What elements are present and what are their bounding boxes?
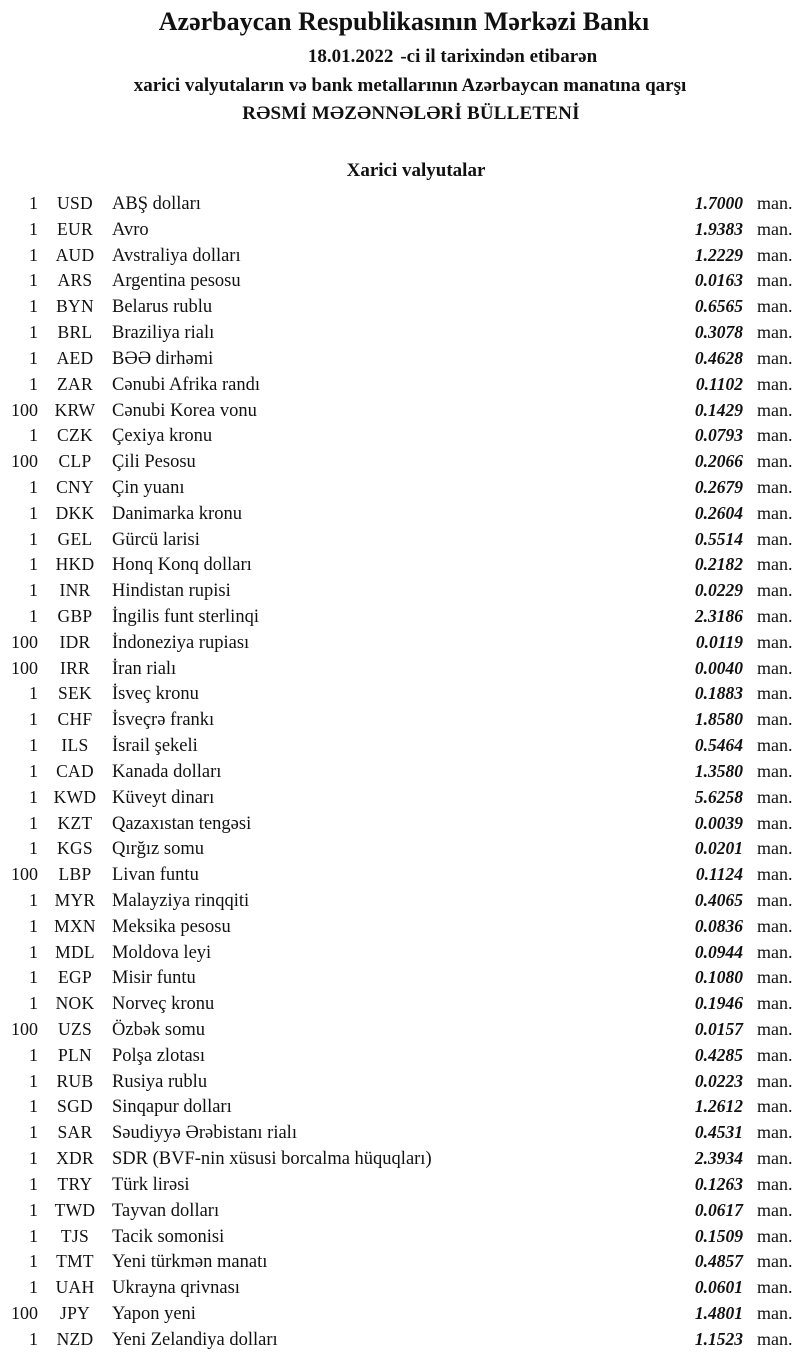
currency-code: KWD [53,786,97,807]
currency-rate: 1.9383 [694,218,743,239]
currency-quantity: 1 [29,1199,38,1220]
currency-unit-label: man. [757,425,793,446]
currency-unit-label: man. [757,657,793,678]
currency-rate: 0.4065 [694,889,743,910]
currency-name: İngilis funt sterlinqi [112,607,259,627]
currency-quantity: 1 [29,1173,38,1194]
currency-name: Qazaxıstan tengəsi [112,813,252,834]
currency-name: Qırğız somu [112,839,204,860]
currency-name: Yeni türkmən manatı [112,1252,268,1273]
currency-quantity: 1 [29,993,38,1014]
currency-code: MDL [55,941,95,962]
currency-code: AED [56,347,94,368]
currency-rate: 1.7000 [694,193,743,213]
currency-code: CAD [56,760,94,781]
currency-unit-label: man. [757,993,793,1014]
currency-row [0,294,800,320]
currency-code: TRY [57,1173,93,1194]
currency-name: Özbək somu [112,1020,205,1040]
currency-row [0,1043,800,1069]
currency-code: BYN [56,296,94,317]
currency-row [0,578,800,604]
currency-rate: 0.4285 [694,1044,743,1065]
currency-rates-table [0,191,800,1353]
currency-name: Argentina pesosu [112,271,241,292]
currency-unit-label: man. [757,373,793,394]
currency-quantity: 1 [29,1070,38,1091]
currency-unit-label: man. [757,709,793,730]
currency-unit-label: man. [757,554,793,575]
currency-name: Küveyt dinarı [112,787,215,808]
currency-quantity: 1 [29,373,38,394]
currency-rate: 0.0836 [694,915,743,936]
currency-code: DKK [55,502,95,523]
currency-name: Honq Konq dolları [112,555,252,576]
currency-name: Belarus rublu [112,297,213,318]
currency-quantity: 1 [29,296,38,317]
currency-code: AUD [55,244,95,265]
currency-quantity: 1 [29,322,38,343]
currency-quantity: 1 [29,709,38,730]
currency-code: CNY [56,476,94,497]
currency-unit-label: man. [757,915,793,936]
currency-unit-label: man. [757,399,793,420]
currency-row [0,785,800,811]
currency-row [0,940,800,966]
currency-name: Danimarka kronu [112,503,242,524]
currency-unit-label: man. [757,735,793,756]
currency-quantity: 1 [29,244,38,265]
currency-code: CLP [58,451,92,472]
section-title-foreign-currencies: Xarici valyutalar [346,160,486,181]
currency-unit-label: man. [757,218,793,239]
currency-code: GBP [57,606,93,626]
currency-row [0,707,800,733]
currency-rate: 1.4801 [694,1302,743,1323]
currency-unit-label: man. [757,1122,793,1143]
currency-code: MXN [54,915,96,936]
currency-unit-label: man. [757,864,793,885]
currency-name: Avro [112,219,149,240]
currency-rate: 0.0223 [694,1070,743,1091]
currency-code: ILS [61,735,89,756]
currency-quantity: 1 [29,580,38,601]
currency-quantity: 1 [29,347,38,368]
currency-unit-label: man. [757,347,793,368]
currency-unit-label: man. [757,1044,793,1065]
currency-unit-label: man. [757,1328,793,1349]
currency-row [0,320,800,346]
currency-name: Çin yuanı [112,477,185,498]
currency-rate: 0.0793 [694,425,743,446]
currency-name: Meksika pesosu [112,916,231,937]
currency-code: GEL [57,528,93,549]
currency-name: Avstraliya dolları [112,245,241,266]
currency-name: Moldova leyi [112,942,212,963]
currency-row [0,759,800,785]
currency-row [0,398,800,424]
currency-code: USD [57,193,93,213]
currency-unit-label: man. [757,786,793,807]
currency-unit-label: man. [757,528,793,549]
currency-row [0,346,800,372]
currency-code: XDR [56,1148,94,1169]
currency-code: KGS [57,838,93,859]
currency-code: ARS [57,270,93,291]
currency-unit-label: man. [757,322,793,343]
currency-unit-label: man. [757,967,793,988]
currency-rate: 0.0157 [694,1019,743,1039]
currency-name: Səudiyyə Ərəbistanı rialı [112,1123,297,1144]
currency-unit-label: man. [757,631,793,652]
currency-quantity: 1 [29,760,38,781]
currency-code: TJS [60,1225,90,1246]
currency-quantity: 1 [29,1096,38,1117]
currency-name: SDR (BVF-nin xüsusi borcalma hüquqları) [112,1149,432,1170]
currency-rate: 1.3580 [694,760,743,781]
currency-rate: 0.2066 [694,451,743,472]
currency-unit-label: man. [757,270,793,291]
currency-name: ABŞ dolları [112,194,201,214]
currency-unit-label: man. [757,1199,793,1220]
currency-quantity: 1 [29,1148,38,1169]
currency-unit-label: man. [757,941,793,962]
subject-line: xarici valyutaların və bank metallarının Azərbaycan manatına qarşı [133,75,687,96]
currency-row [0,811,800,837]
currency-rate: 0.5514 [694,528,743,549]
currency-name: Kanada dolları [112,761,222,782]
currency-quantity: 1 [29,270,38,291]
currency-quantity: 1 [29,915,38,936]
currency-quantity: 1 [29,476,38,497]
currency-code: CHF [57,709,93,730]
currency-code: INR [59,580,91,601]
currency-row [0,243,800,269]
currency-quantity: 1 [29,941,38,962]
currency-rate: 5.6258 [694,786,743,807]
currency-row [0,1301,800,1327]
currency-name: Cənubi Afrika randı [112,374,260,395]
currency-row [0,1224,800,1250]
currency-quantity: 100 [11,657,38,678]
currency-rate: 0.4628 [694,347,743,368]
currency-row [0,1094,800,1120]
currency-unit-label: man. [757,838,793,859]
currency-rate: 2.3186 [694,606,743,626]
currency-name: İsveçrə frankı [112,710,215,731]
currency-code: IRR [59,657,91,678]
currency-quantity: 1 [29,1328,38,1349]
currency-unit-label: man. [757,1019,793,1039]
currency-rate: 0.0039 [694,812,743,833]
currency-unit-label: man. [757,296,793,317]
currency-code: NZD [56,1328,94,1349]
currency-rate: 0.1263 [694,1173,743,1194]
currency-quantity: 1 [29,606,38,626]
currency-unit-label: man. [757,451,793,472]
currency-rate: 0.0040 [694,657,743,678]
currency-unit-label: man. [757,1096,793,1117]
currency-rate: 0.0944 [694,941,743,962]
currency-quantity: 1 [29,502,38,523]
currency-name: İsveç kronu [112,684,199,705]
currency-code: UAH [55,1277,95,1298]
currency-quantity: 1 [29,1122,38,1143]
currency-row [0,268,800,294]
currency-quantity: 1 [29,838,38,859]
currency-name: İsrail şekeli [112,736,198,757]
currency-quantity: 100 [11,631,38,652]
currency-unit-label: man. [757,1070,793,1091]
currency-rate: 0.0229 [694,580,743,601]
currency-code: PLN [58,1044,92,1065]
currency-code: NOK [55,993,95,1014]
currency-row [0,423,800,449]
currency-row [0,604,800,630]
currency-name: Rusiya rublu [112,1071,208,1092]
currency-name: Tacik somonisi [112,1226,225,1247]
currency-row [0,552,800,578]
currency-quantity: 1 [29,1044,38,1065]
currency-quantity: 1 [29,683,38,704]
currency-row [0,630,800,656]
currency-quantity: 100 [11,1302,38,1323]
currency-code: TWD [54,1199,96,1220]
currency-row [0,1146,800,1172]
currency-quantity: 1 [29,1251,38,1272]
currency-row [0,656,800,682]
currency-row [0,1120,800,1146]
currency-rate: 1.1523 [694,1328,743,1349]
currency-row [0,914,800,940]
currency-rate: 0.3078 [694,322,743,343]
currency-row [0,501,800,527]
currency-rate: 0.4531 [694,1122,743,1143]
currency-quantity: 1 [29,786,38,807]
currency-code: KRW [54,399,96,420]
currency-name: Ukrayna qrivnası [112,1278,240,1299]
currency-quantity: 100 [11,399,38,420]
currency-rate: 0.1102 [695,373,743,394]
currency-rate: 0.2679 [694,476,743,497]
currency-unit-label: man. [757,476,793,497]
currency-row [0,733,800,759]
currency-code: HKD [55,554,95,575]
currency-quantity: 100 [11,451,38,472]
currency-rate: 0.0119 [695,631,743,652]
currency-unit-label: man. [757,606,793,626]
currency-rate: 0.0163 [694,270,743,291]
currency-code: SEK [58,683,92,704]
currency-row [0,1017,800,1043]
currency-quantity: 1 [29,528,38,549]
currency-quantity: 1 [29,218,38,239]
currency-quantity: 1 [29,554,38,575]
currency-rate: 0.0617 [694,1199,743,1220]
currency-unit-label: man. [757,1148,793,1169]
currency-name: Yapon yeni [112,1303,196,1324]
currency-rate: 0.1429 [694,399,743,420]
currency-row [0,965,800,991]
currency-code: ZAR [57,373,93,394]
currency-name: Braziliya rialı [112,323,215,344]
currency-name: BƏƏ dirhəmi [112,348,214,369]
currency-rate: 1.8580 [694,709,743,730]
currency-quantity: 1 [29,735,38,756]
currency-name: Cənubi Korea vonu [112,400,257,421]
effective-date-line [0,45,800,69]
currency-unit-label: man. [757,1225,793,1246]
currency-rate: 0.5464 [694,735,743,756]
currency-quantity: 1 [29,812,38,833]
currency-name: Misir funtu [112,968,196,989]
currency-code: UZS [58,1019,92,1039]
currency-quantity: 100 [11,1019,38,1039]
currency-quantity: 1 [29,193,38,213]
currency-row [0,681,800,707]
effective-date: 18.01.2022 [307,46,394,67]
currency-name: Polşa zlotası [112,1045,206,1066]
currency-row [0,372,800,398]
currency-row [0,1069,800,1095]
currency-rate: 0.6565 [694,296,743,317]
currency-row [0,1275,800,1301]
currency-quantity: 1 [29,1225,38,1246]
currency-name: Sinqapur dolları [112,1097,232,1118]
currency-row [0,1198,800,1224]
currency-name: Yeni Zelandiya dolları [112,1329,278,1350]
currency-unit-label: man. [757,244,793,265]
currency-quantity: 1 [29,967,38,988]
currency-quantity: 1 [29,889,38,910]
currency-unit-label: man. [757,580,793,601]
currency-unit-label: man. [757,683,793,704]
currency-rate: 1.2612 [694,1096,743,1117]
currency-rate: 2.3934 [694,1148,743,1169]
currency-quantity: 100 [11,864,38,885]
currency-name: Norveç kronu [112,994,215,1015]
currency-rate: 0.1509 [694,1225,743,1246]
currency-code: TMT [56,1251,94,1272]
currency-row [0,888,800,914]
currency-rate: 0.4857 [694,1251,743,1272]
currency-rate: 0.1080 [694,967,743,988]
currency-unit-label: man. [757,889,793,910]
currency-code: IDR [59,631,91,652]
currency-row [0,836,800,862]
currency-unit-label: man. [757,1251,793,1272]
currency-row [0,1327,800,1353]
currency-row [0,475,800,501]
bulletin-header [0,0,800,126]
currency-code: SAR [57,1122,93,1143]
currency-name: Çili Pesosu [112,452,196,473]
currency-name: Çexiya kronu [112,426,213,447]
currency-unit-label: man. [757,812,793,833]
currency-row [0,862,800,888]
currency-row [0,527,800,553]
currency-name: Malayziya rinqqiti [112,890,250,911]
currency-code: BRL [57,322,93,343]
currency-unit-label: man. [757,193,793,213]
currency-unit-label: man. [757,1302,793,1323]
currency-rate: 0.1946 [694,993,743,1014]
page-title: Azərbaycan Respublikasının Mərkəzi Bankı [158,7,650,36]
currency-rate: 0.2182 [694,554,743,575]
currency-rate: 0.2604 [694,502,743,523]
currency-unit-label: man. [757,760,793,781]
currency-rate: 0.0601 [694,1277,743,1298]
currency-code: EGP [58,967,92,988]
currency-code: EUR [57,218,93,239]
currency-name: İran rialı [112,658,177,679]
currency-name: İndoneziya rupiası [112,632,250,653]
currency-code: JPY [59,1302,91,1323]
currency-quantity: 1 [29,425,38,446]
currency-row [0,191,800,217]
currency-code: RUB [56,1070,94,1091]
currency-row [0,1172,800,1198]
currency-name: Tayvan dolları [112,1200,220,1221]
currency-name: Gürcü larisi [112,529,200,550]
currency-name: Türk lirəsi [112,1174,190,1195]
currency-rate: 0.1883 [694,683,743,704]
currency-code: SGD [57,1096,93,1117]
currency-rate: 0.1124 [695,864,743,885]
currency-code: KZT [57,812,93,833]
currency-rate: 0.0201 [694,838,743,859]
currency-row [0,449,800,475]
currency-unit-label: man. [757,502,793,523]
currency-row [0,991,800,1017]
currency-name: Livan funtu [112,865,199,886]
currency-code: LBP [58,864,92,885]
currency-unit-label: man. [757,1173,793,1194]
bulletin-title: RƏSMİ MƏZƏNNƏLƏRİ BÜLLETENİ [242,103,580,124]
currency-code: CZK [57,425,93,446]
currency-quantity: 1 [29,1277,38,1298]
currency-rate: 1.2229 [694,244,743,265]
effective-date-suffix: -ci il tarixindən etibarən [400,46,598,67]
currency-unit-label: man. [757,1277,793,1298]
currency-row [0,1249,800,1275]
currency-row [0,217,800,243]
currency-name: Hindistan rupisi [112,581,231,602]
currency-code: MYR [54,889,96,910]
